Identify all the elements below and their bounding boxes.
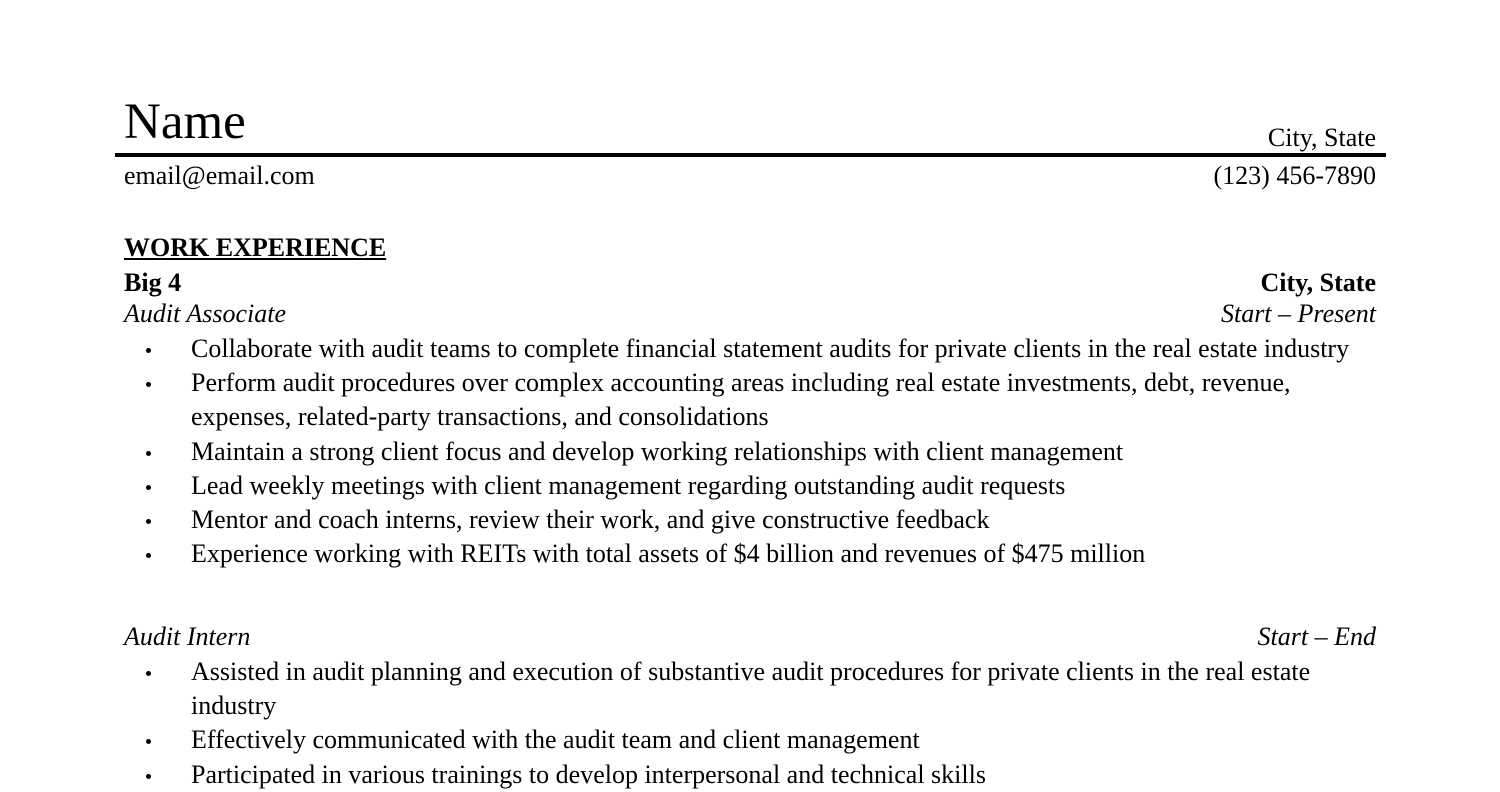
bullet-icon [146,485,151,490]
bullet-text: Mentor and coach interns, review their work, and give constructive feedback [191,505,990,535]
bullet-icon [146,553,151,558]
company-row [124,268,1376,298]
bullet-text: Experience working with REITs with total assets of $4 billion and revenues of $475 million [191,539,1146,569]
company-name: Big 4 [124,268,182,297]
bullet-icon [146,671,151,676]
bullet-text: Collaborate with audit teams to complete financial statement audits for private clients in the real estate industry [191,334,1350,363]
role-title: Audit Associate [124,299,287,328]
role-dates: Start – End [1257,622,1376,651]
bullet-icon [146,382,151,387]
role-row-associate [124,299,1376,329]
list-item [124,758,1376,792]
contact-email: email@email.com [124,161,315,190]
bullet-icon [146,739,151,744]
list-item [124,366,1376,434]
role-dates: Start – Present [1220,299,1376,328]
role-bullets-associate [124,332,1376,571]
contact-phone: (123) 456-7890 [1213,161,1376,190]
bullet-text: Assisted in audit planning and execution of substantive audit procedures for private clients in the real estate industry [191,657,1311,721]
list-item [124,537,1376,571]
bullet-icon [146,348,151,353]
list-item [124,435,1376,469]
list-item [124,332,1376,366]
bullet-icon [146,451,151,456]
role-bullets-intern [124,655,1376,792]
section-heading-work-experience: WORK EXPERIENCE [124,233,387,262]
role-row-intern [124,622,1376,652]
candidate-location: City, State [1267,123,1376,152]
bullet-text: Participated in various trainings to develop interpersonal and technical skills [191,759,986,789]
bullet-text: Maintain a strong client focus and develop working relationships with client management [191,436,1124,466]
list-item [124,469,1376,503]
bullet-text: Perform audit procedures over complex accounting areas including real estate investments, debt, revenue, expenses, related-party transactions, and consolidations [191,368,1291,432]
role-title: Audit Intern [124,622,251,651]
bullet-icon [146,519,151,524]
bullet-icon [146,774,151,779]
bullet-text: Lead weekly meetings with client management regarding outstanding audit requests [191,470,1066,500]
company-location: City, State [1260,268,1376,297]
list-item [124,723,1376,757]
list-item [124,503,1376,537]
candidate-name: Name [124,94,246,150]
list-item [124,655,1376,723]
header-divider [115,153,1386,157]
bullet-text: Effectively communicated with the audit team and client management [191,725,920,755]
